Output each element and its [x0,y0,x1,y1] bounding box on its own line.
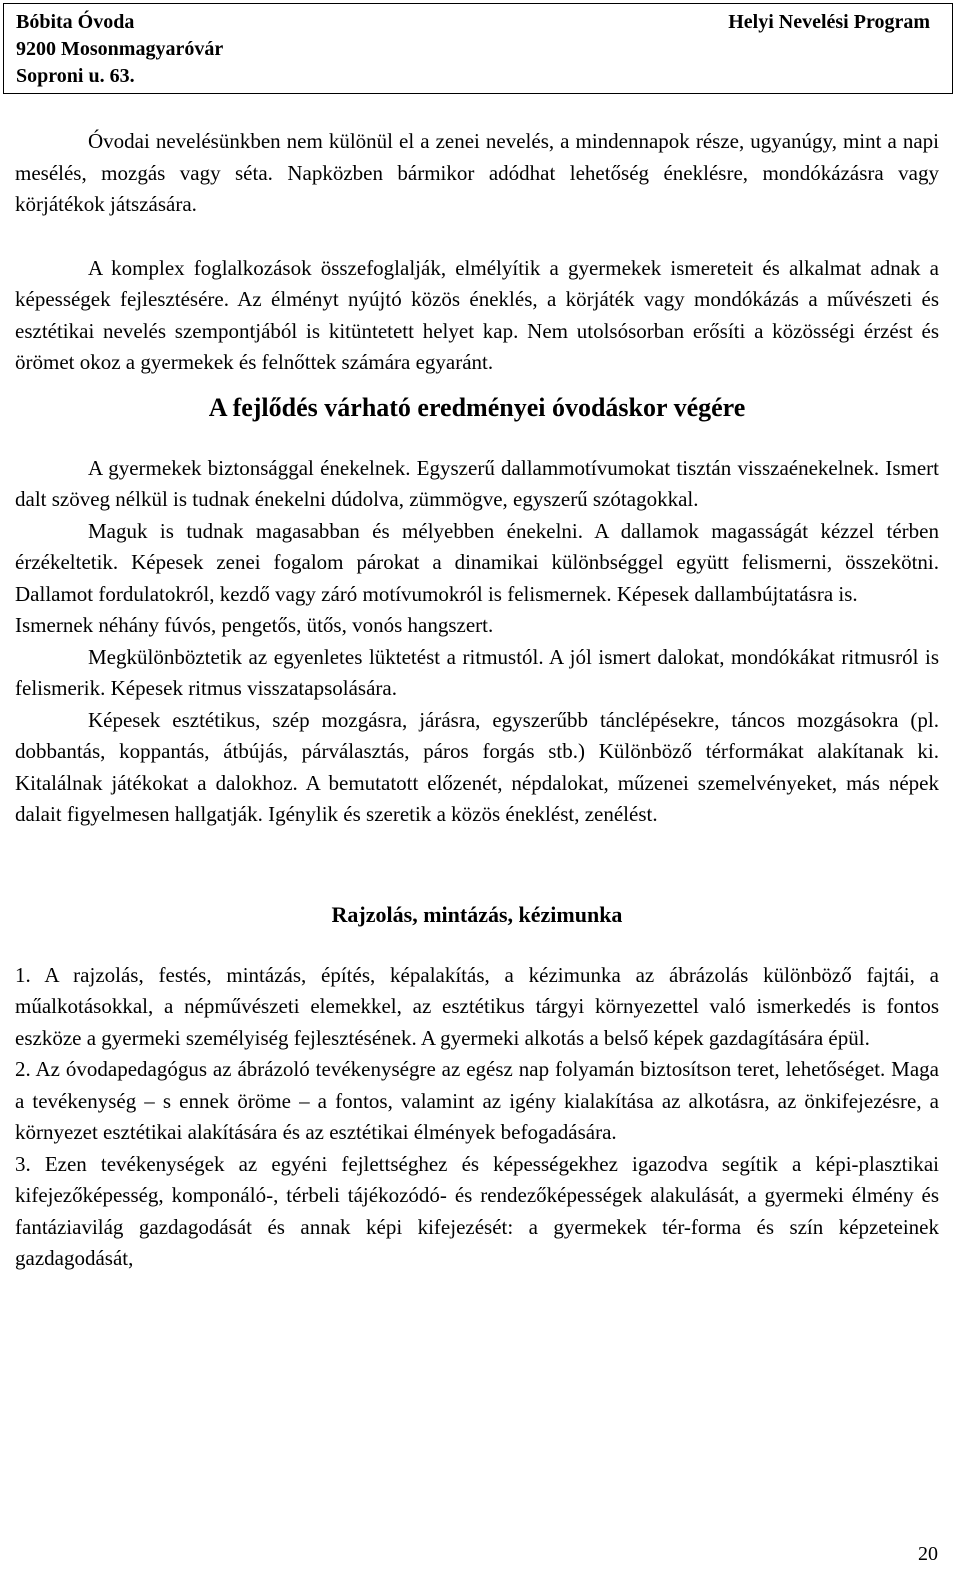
document-body [15,126,939,1275]
results-heading: A fejlődés várható eredményei óvodáskor végére [208,392,746,422]
results-paragraph-movement: Képesek esztétikus, szép mozgásra, járásra, egyszerűbb tánclépésekre, táncos mozgásokra (pl. dobbantás, koppantás, átbújás, párválasztás, páros forgás stb.) Különböző térformákat alakítanak ki. Kitalálnak játékokat a dalokhoz. A bemutatott előzenét, népdalokat, műzenei szemelvényeket, más népek dalait figyelmesen hallgatják. Igénylik és szeretik a közös éneklést, zenélést. [15,707,939,826]
institution-block [16,9,223,90]
drawing-item-3: 3. Ezen tevékenységek az egyéni fejlettséghez és képességekhez igazodva segítik a képi-plasztikai kifejezőképesség, komponáló-, térbeli tájékozódó- és rendezőképességek alakulását, a gyermeki élmény és fantáziavilág gazdagodását és annak képi kifejezését: a gyermekek tér-forma és szín képzeteinek gazdagodását, [15,1151,939,1270]
institution-name: Bóbita Óvoda [16,11,135,33]
page-number: 20 [918,1543,938,1565]
drawing-heading: Rajzolás, mintázás, kézimunka [331,901,623,927]
drawing-item-1: 1. A rajzolás, festés, mintázás, építés, képalakítás, a kézimunka az ábrázolás különböző fajtái, a műalkotásokkal, a népművészeti elemekkel, az esztétikus tárgyi környezettel való ismerkedés is fontos eszköze a gyermeki személyiség fejlesztésének. A gyermeki alkotás a belső képek gazdagítására épül. [15,962,939,1050]
results-paragraph-instruments: Ismernek néhány fúvós, pengetős, ütős, vonós hangszert. [15,613,494,637]
drawing-item-2: 2. Az óvodapedagógus az ábrázoló tevékenységre az egész nap folyamán biztosítson teret, lehetőséget. Maga a tevékenység – s ennek öröme – a fontos, valamint az igény kialakítása az alkotásra, az önkifejezésre, a környezet esztétikai alakítására és az esztétikai élmények befogadására. [15,1057,939,1144]
address-city: 9200 Mosonmagyaróvár [16,38,224,60]
results-paragraph-singing: A gyermekek biztonsággal énekelnek. Egyszerű dallammotívumokat tisztán visszaénekelnek. Ismert dalt szöveg nélkül is tudnak énekelni dúdolva, zümmögve, egyszerű szótagokkal. [15,455,939,511]
complex-activities-paragraph: A komplex foglalkozások összefoglalják, elmélyítik a gyermekek ismereteit és alkalmat adnak a képességek fejlesztésére. Az élményt nyújtó közös éneklés, a körjáték vagy mondókázás a művészeti és esztétikai nevelés szempontjából is kitüntetett helyet kap. Nem utolsósorban erősíti a közösségi érzést és örömet okoz a gyermekek és felnőttek számára egyaránt. [15,255,939,374]
address-street: Soproni u. 63. [16,65,135,87]
page-header [3,3,953,94]
intro-paragraph: Óvodai nevelésünkben nem különül el a zenei nevelés, a mindennapok része, ugyanúgy, mint a napi mesélés, mozgás vagy séta. Napközben bármikor adódhat lehetőség éneklésre, mondókázásra vagy körjátékok játszására. [15,129,939,216]
results-paragraph-pitch: Maguk is tudnak magasabban és mélyebben énekelni. A dallamok magasságát kézzel térben érzékeltetik. Képesek zenei fogalom párokat a dinamikai különbséggel együtt felismerni, összekötni. Dallamot fordulatokról, kezdő vagy záró motívumokról is felismernek. Képesek dallambújtatásra is. [15,518,939,606]
results-paragraph-rhythm: Megkülönböztetik az egyenletes lüktetést a ritmustól. A jól ismert dalokat, mondókákat ritmusról is felismerik. Képesek ritmus visszatapsolására. [15,644,939,700]
document-title: Helyi Nevelési Program [728,11,930,33]
